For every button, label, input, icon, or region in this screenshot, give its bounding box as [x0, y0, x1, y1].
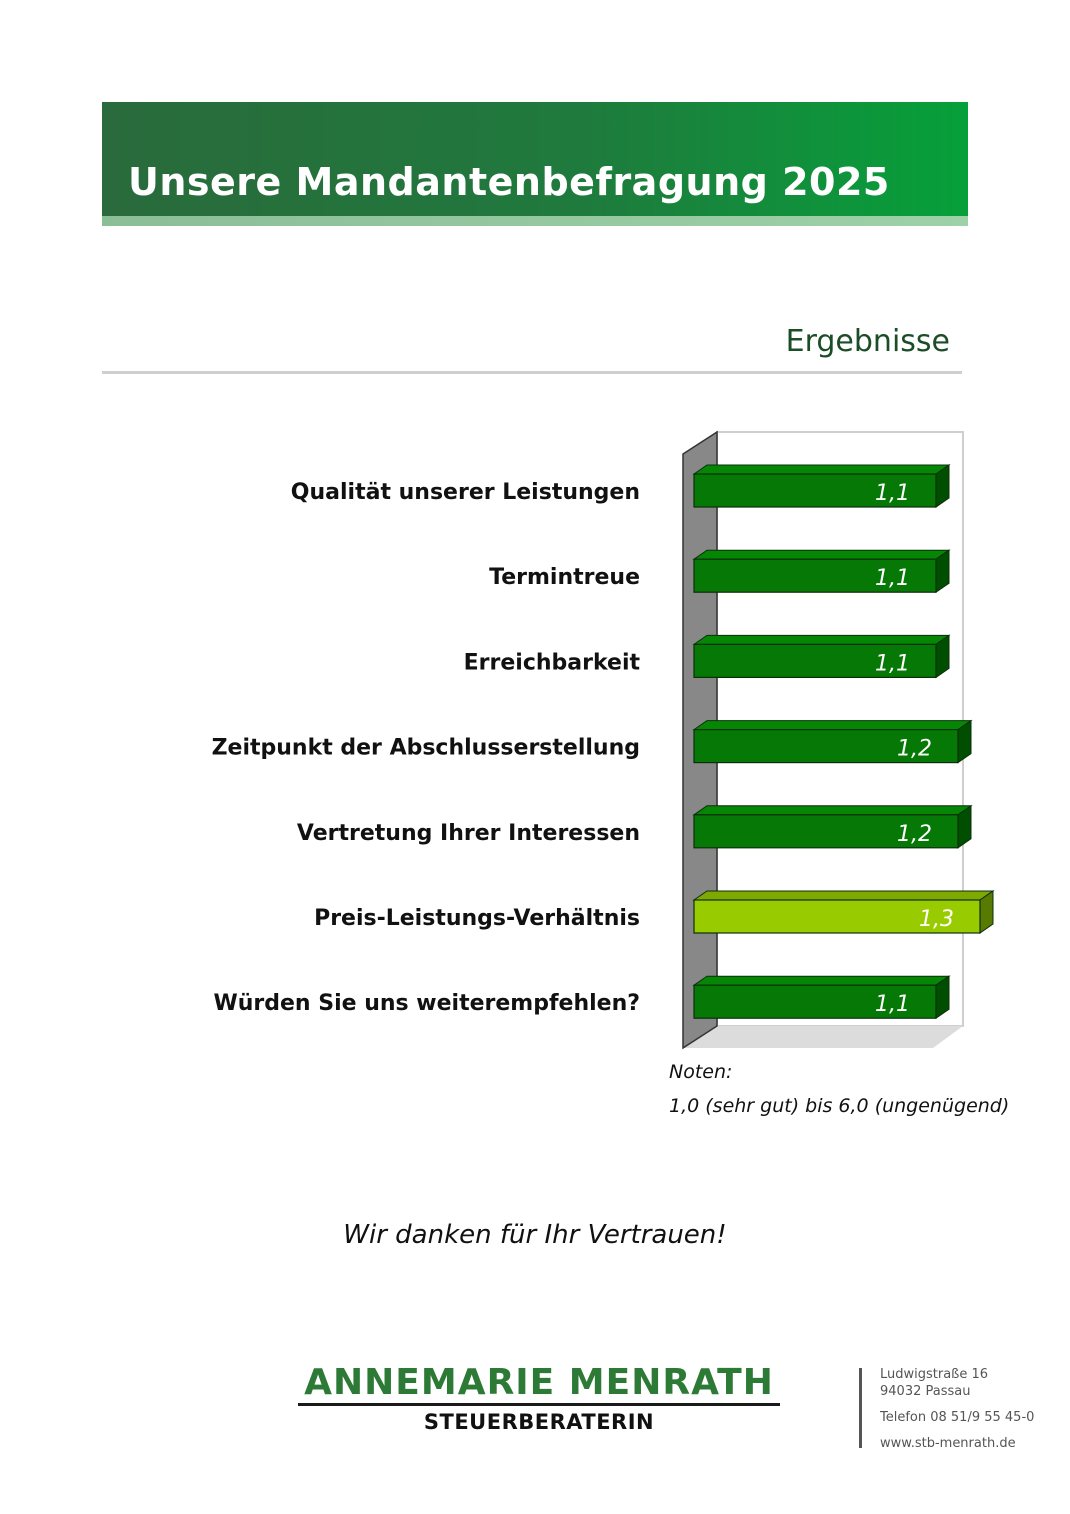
chart-value-label: 1,1: [875, 651, 910, 677]
chart-value-label: 1,1: [875, 481, 910, 506]
chart-bar-top: [694, 721, 971, 730]
contact-website[interactable]: www.stb-menrath.de: [880, 1436, 1016, 1451]
chart-bar-top: [694, 891, 993, 900]
page-title: Unsere Mandantenbefragung 2025: [128, 160, 890, 204]
chart-category-label: Qualität unserer Leistungen: [290, 480, 640, 505]
chart-category-label: Erreichbarkeit: [463, 650, 640, 676]
chart-bar-top: [694, 806, 971, 815]
logo-underline: [298, 1403, 780, 1406]
chart-bar: [694, 635, 949, 677]
contact-phone: Telefon 08 51/9 55 45-0: [880, 1410, 1035, 1425]
chart-value-label: 1,2: [897, 821, 932, 847]
notes-scale: 1,0 (sehr gut) bis 6,0 (ungenügend): [669, 1095, 1010, 1117]
chart-bar: [694, 891, 993, 933]
chart-bar: [694, 806, 971, 848]
section-label: Ergebnisse: [785, 324, 950, 359]
chart-bar-top: [694, 465, 949, 474]
chart-value-label: 1,3: [919, 907, 954, 932]
chart-bar-top: [694, 976, 949, 985]
chart-bar: [694, 550, 949, 592]
chart-bar-top: [694, 550, 949, 559]
chart-bar: [694, 976, 949, 1018]
notes-heading: Noten:: [669, 1061, 733, 1083]
chart-bar: [694, 721, 971, 763]
chart-bar-top: [694, 635, 949, 644]
chart-bar: [694, 465, 949, 507]
logo-subtitle: STEUERBERATERIN: [423, 1410, 655, 1434]
chart-value-label: 1,1: [875, 992, 910, 1018]
chart-value-label: 1,2: [897, 736, 932, 762]
contact-street: Ludwigstraße 16: [880, 1367, 989, 1382]
chart-category-label: Würden Sie uns weiterempfehlen?: [213, 991, 640, 1017]
chart-category-label: Preis-Leistungs-Verhältnis: [314, 906, 640, 931]
chart-value-label: 1,1: [875, 566, 910, 592]
contact-city: 94032 Passau: [880, 1384, 971, 1399]
contact-divider: [859, 1368, 862, 1448]
chart-category-label: Zeitpunkt der Abschlusserstellung: [211, 735, 640, 761]
logo-name: ANNEMARIE MENRATH: [304, 1362, 774, 1403]
thanks-message: Wir danken für Ihr Vertrauen!: [343, 1220, 727, 1250]
chart-category-label: Termintreue: [489, 565, 640, 591]
chart-floor: [683, 1026, 963, 1048]
chart-category-label: Vertretung Ihrer Interessen: [296, 820, 640, 846]
